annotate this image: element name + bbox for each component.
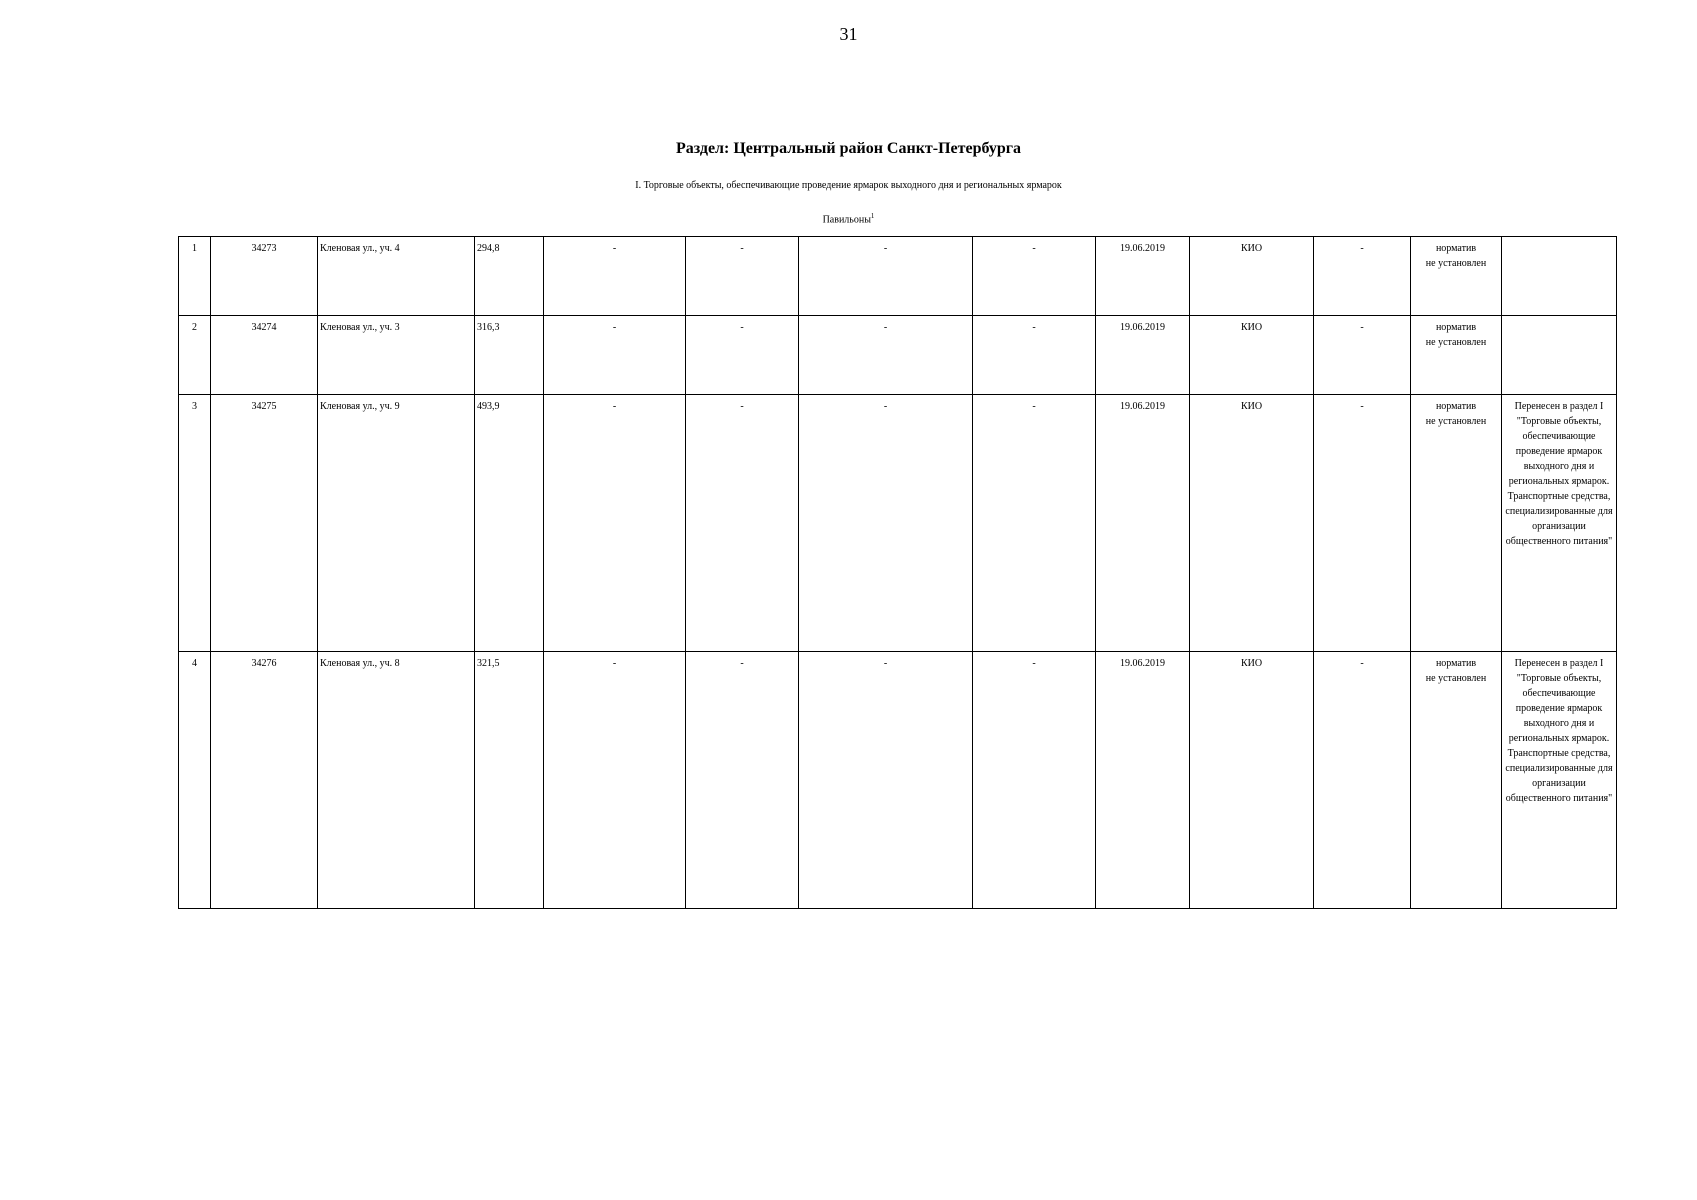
cell-number: 3 [179, 395, 211, 652]
cell-dash: - [1314, 316, 1411, 395]
norm-line: норматив [1435, 322, 1477, 333]
cell-address: Кленовая ул., уч. 3 [318, 316, 475, 395]
table-row [179, 316, 1617, 395]
cell-date: 19.06.2019 [1096, 395, 1190, 652]
cell-note: Перенесен в раздел I "Торговые объекты, обеспечивающие проведение ярмарок выходного дня и региональных ярмарок. Транспортные средства, специализированные для организации общественного питания" [1502, 395, 1617, 652]
cell-area: 294,8 [475, 237, 544, 316]
registry-table [178, 236, 1617, 909]
cell-norm [1411, 316, 1502, 395]
cell-dash: - [973, 316, 1096, 395]
cell-id: 34273 [211, 237, 318, 316]
cell-norm [1411, 652, 1502, 909]
cell-id: 34274 [211, 316, 318, 395]
cell-number: 2 [179, 316, 211, 395]
cell-dash: - [1314, 652, 1411, 909]
section-title: Раздел: Центральный район Санкт-Петербурга [675, 140, 1022, 157]
cell-dash: - [544, 395, 686, 652]
norm-line: не установлен [1425, 258, 1487, 269]
cell-dash: - [799, 395, 973, 652]
cell-address: Кленовая ул., уч. 8 [318, 652, 475, 909]
cell-norm [1411, 237, 1502, 316]
cell-dash: - [544, 652, 686, 909]
cell-date: 19.06.2019 [1096, 237, 1190, 316]
cell-number: 4 [179, 652, 211, 909]
category-title [0, 212, 1697, 225]
cell-dash: - [1314, 237, 1411, 316]
cell-org: КИО [1190, 237, 1314, 316]
cell-number: 1 [179, 237, 211, 316]
cell-dash: - [799, 652, 973, 909]
cell-area: 493,9 [475, 395, 544, 652]
norm-line: не установлен [1425, 337, 1487, 348]
cell-id: 34275 [211, 395, 318, 652]
cell-dash: - [686, 237, 799, 316]
cell-dash: - [544, 237, 686, 316]
cell-dash: - [799, 316, 973, 395]
norm-line: норматив [1435, 243, 1477, 254]
norm-line: норматив [1435, 401, 1477, 412]
cell-area: 321,5 [475, 652, 544, 909]
category-label: Павильоны [822, 214, 871, 226]
cell-note [1502, 316, 1617, 395]
table-row [179, 395, 1617, 652]
cell-date: 19.06.2019 [1096, 316, 1190, 395]
norm-line: норматив [1435, 658, 1477, 669]
cell-norm [1411, 395, 1502, 652]
cell-dash: - [973, 395, 1096, 652]
page-number: 31 [839, 24, 858, 44]
cell-note: Перенесен в раздел I "Торговые объекты, обеспечивающие проведение ярмарок выходного дня и региональных ярмарок. Транспортные средства, специализированные для организации общественного питания" [1502, 652, 1617, 909]
cell-dash: - [544, 316, 686, 395]
cell-org: КИО [1190, 395, 1314, 652]
cell-dash: - [973, 237, 1096, 316]
cell-dash: - [1314, 395, 1411, 652]
norm-line: не установлен [1425, 673, 1487, 684]
cell-note [1502, 237, 1617, 316]
cell-address: Кленовая ул., уч. 4 [318, 237, 475, 316]
cell-dash: - [686, 652, 799, 909]
cell-dash: - [973, 652, 1096, 909]
footnote-mark: 1 [870, 212, 875, 220]
cell-dash: - [686, 316, 799, 395]
cell-dash: - [686, 395, 799, 652]
cell-id: 34276 [211, 652, 318, 909]
subsection-title: I. Торговые объекты, обеспечивающие проведение ярмарок выходного дня и региональных ярмарок [635, 180, 1062, 191]
norm-line: не установлен [1425, 416, 1487, 427]
cell-address: Кленовая ул., уч. 9 [318, 395, 475, 652]
cell-org: КИО [1190, 316, 1314, 395]
cell-date: 19.06.2019 [1096, 652, 1190, 909]
cell-org: КИО [1190, 652, 1314, 909]
table-row [179, 652, 1617, 909]
table-row [179, 237, 1617, 316]
cell-dash: - [799, 237, 973, 316]
cell-area: 316,3 [475, 316, 544, 395]
